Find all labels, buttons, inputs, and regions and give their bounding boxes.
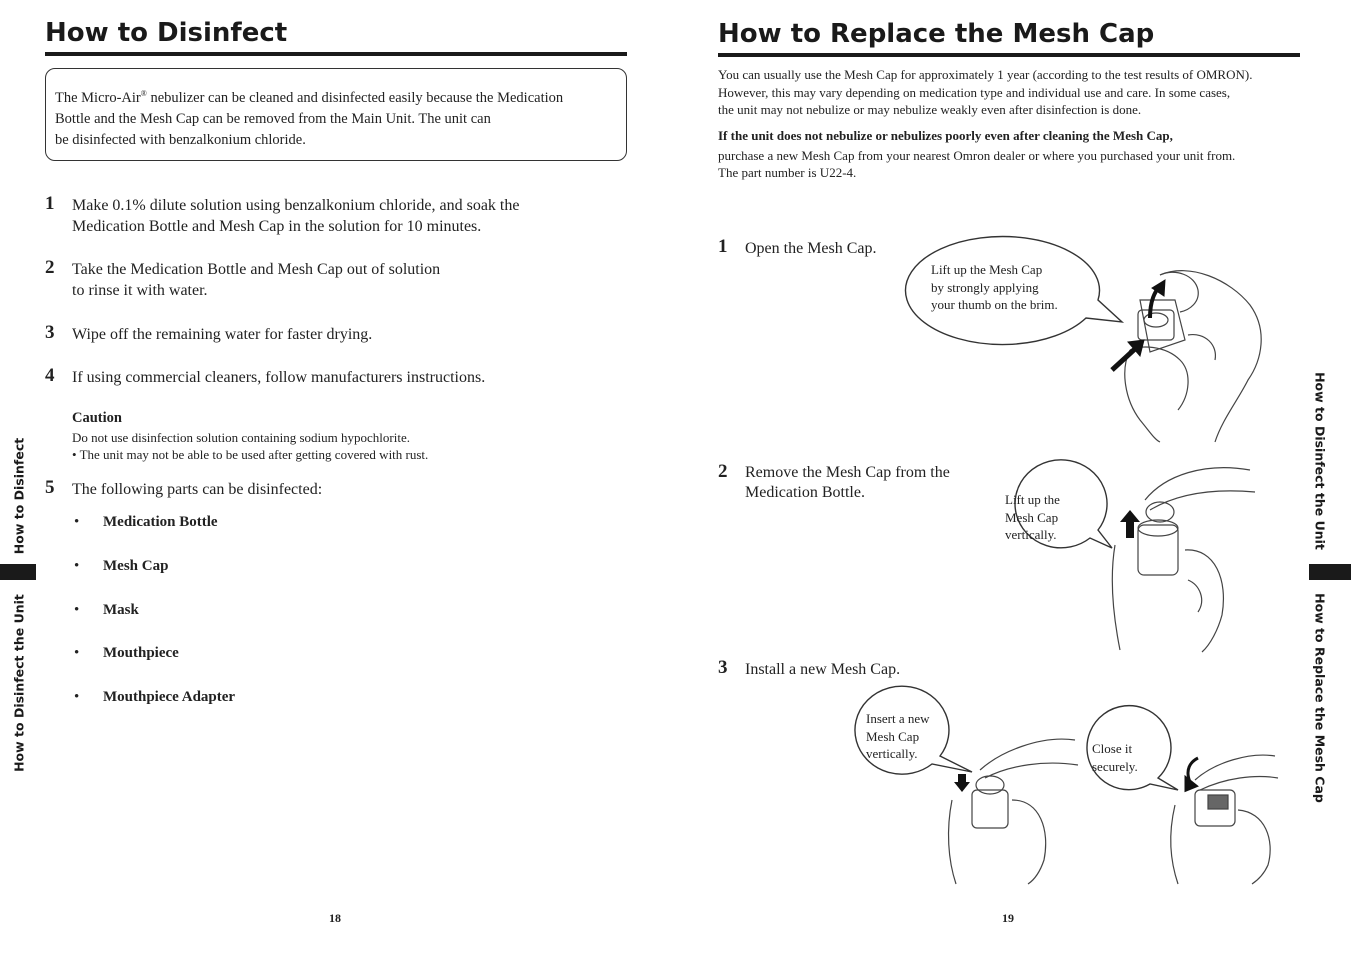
curved-arrow-icon: [1186, 758, 1198, 790]
intro-text: be disinfected with benzalkonium chloride.: [55, 131, 306, 148]
step-number: 2: [718, 461, 728, 482]
bubble-line: vertically.: [866, 746, 918, 761]
registered-mark: ®: [140, 89, 147, 98]
bubble-text: [1092, 740, 1138, 775]
bubble-line: Close it: [1092, 741, 1133, 756]
hand-illustration-icon: [949, 739, 1078, 884]
page-title-replace-mesh-cap: How to Replace the Mesh Cap: [718, 19, 1155, 49]
step-number: 5: [45, 477, 55, 498]
note-line: The part number is U22-4.: [718, 165, 857, 180]
step-line: to rinse it with water.: [72, 282, 208, 299]
bubble-line: Mesh Cap: [866, 728, 920, 744]
bubble-line: your thumb on the brim.: [931, 297, 1058, 312]
step-text: Install a new Mesh Cap.: [745, 661, 901, 678]
intro-line: However, this may vary depending on medication type and individual use and care. In some cases,: [718, 84, 1231, 100]
step-line: Medication Bottle and Mesh Cap in the solution for 10 minutes.: [72, 218, 482, 235]
step-text: If using commercial cleaners, follow manufacturers instructions.: [72, 369, 486, 386]
hand-illustration-icon: [1112, 468, 1255, 652]
step-line: Remove the Mesh Cap from the: [745, 464, 950, 481]
part-name: Mask: [103, 602, 139, 618]
bubble-line: Insert a new: [866, 711, 930, 726]
step-text: Wipe off the remaining water for faster drying.: [72, 326, 373, 343]
page-number: 18: [329, 911, 341, 925]
bold-note: If the unit does not nebulize or nebulizes poorly even after cleaning the Mesh Cap,: [718, 128, 1173, 143]
hand-illustration-icon: [1125, 271, 1261, 442]
step-number: 4: [45, 365, 55, 386]
side-tab-label: How to Disinfect: [11, 437, 27, 555]
arrow-up-icon: [1120, 510, 1140, 538]
part-name: Mouthpiece Adapter: [103, 689, 236, 705]
part-name: Mouthpiece: [103, 645, 179, 661]
arrow-up-icon: [1150, 280, 1165, 318]
step-text: Open the Mesh Cap.: [745, 240, 877, 257]
caution-line: Do not use disinfection solution containing sodium hypochlorite.: [72, 430, 410, 445]
side-tab-marker: [1309, 564, 1351, 580]
bubble-line: Lift up the: [1005, 492, 1060, 507]
step-line: Take the Medication Bottle and Mesh Cap out of solution: [72, 261, 441, 278]
bullet: •: [74, 689, 80, 705]
step-text: The following parts can be disinfected:: [72, 481, 323, 498]
page-number: 19: [1002, 911, 1014, 925]
step-line: Medication Bottle.: [745, 484, 865, 501]
part-name: Medication Bottle: [103, 514, 218, 530]
bubble-line: Lift up the Mesh Cap: [931, 262, 1043, 277]
step-number: 3: [718, 657, 728, 678]
bubble-line: by strongly applying: [931, 279, 1039, 295]
arrow-down-icon: [954, 774, 970, 792]
step-line: Make 0.1% dilute solution using benzalkonium chloride, and soak the: [72, 197, 520, 214]
bubble-text: [866, 710, 930, 763]
arrow-up-icon: [1112, 340, 1144, 370]
bubble-text: [931, 261, 1058, 314]
side-tab-label: How to Replace the Mesh Cap: [1312, 593, 1328, 803]
intro-line: the unit may not nebulize or may nebulize weakly even after disinfection is done.: [718, 102, 1142, 117]
bullet: •: [74, 514, 80, 530]
bubble-line: vertically.: [1005, 527, 1057, 542]
part-name: Mesh Cap: [103, 558, 169, 574]
step-number: 2: [45, 257, 55, 278]
page-title-disinfect: How to Disinfect: [45, 18, 288, 48]
note-line: purchase a new Mesh Cap from your nearest Omron dealer or where you purchased your unit from.: [718, 148, 1236, 163]
step-number: 3: [45, 322, 55, 343]
bullet: •: [74, 558, 80, 574]
step-number: 1: [45, 193, 55, 214]
bullet: •: [74, 645, 80, 661]
step-number: 1: [718, 236, 728, 257]
intro-text: nebulizer can be cleaned and disinfected easily because the Medication: [146, 89, 564, 106]
bullet: •: [74, 602, 80, 618]
side-tab-label: How to Disinfect the Unit: [11, 594, 27, 772]
bubble-text: [1005, 491, 1060, 544]
caution-line: • The unit may not be able to be used after getting covered with rust.: [72, 447, 429, 462]
intro-text: Bottle and the Mesh Cap can be removed from the Main Unit. The unit can: [55, 110, 491, 127]
bubble-line: Mesh Cap: [1005, 509, 1059, 525]
side-tab-label: How to Disinfect the Unit: [1312, 372, 1328, 550]
intro-line: You can usually use the Mesh Cap for approximately 1 year (according to the test results of OMRON).: [718, 67, 1253, 82]
caution-heading: Caution: [72, 410, 122, 426]
bubble-line: securely.: [1092, 758, 1138, 774]
intro-text: The Micro-Air: [55, 89, 141, 106]
